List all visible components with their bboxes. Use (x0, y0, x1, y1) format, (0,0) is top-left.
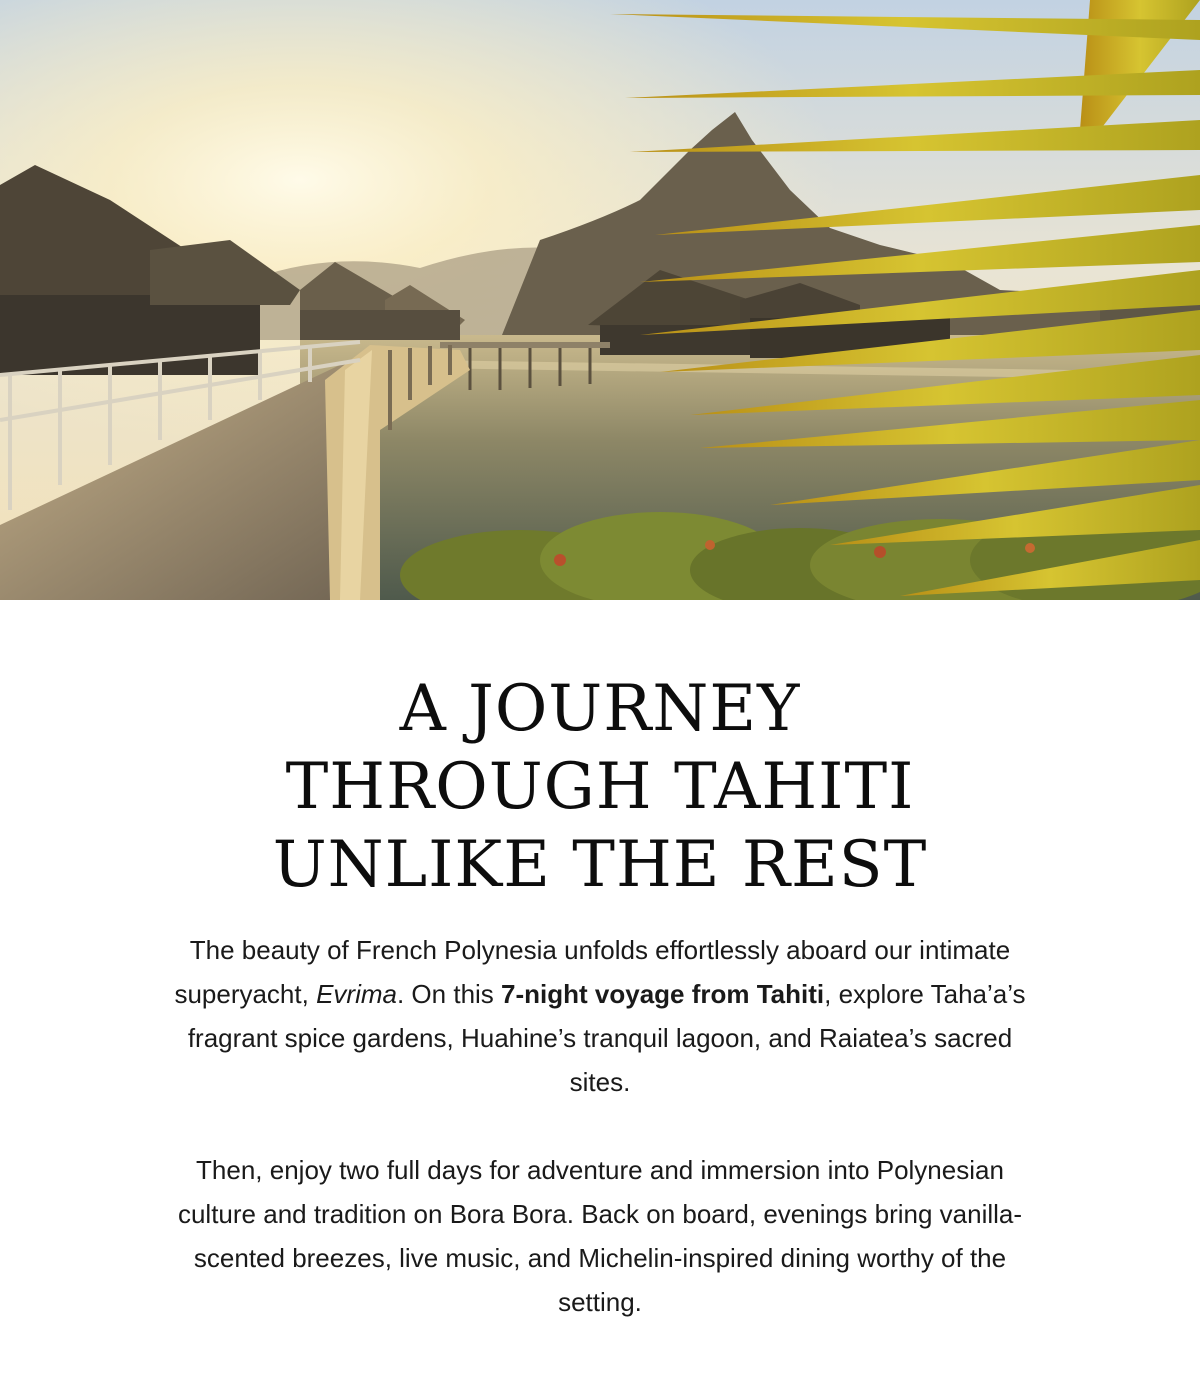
intro-text-2: . On this (396, 979, 502, 1009)
body-copy (160, 928, 1040, 1324)
headline-line-2: THROUGH TAHITI (285, 750, 915, 824)
intro-text-1: The beauty of French Polynesia unfolds effortlessly aboard our intimate superyacht, (174, 935, 1011, 1009)
intro-text-3: , explore Taha’a’s fragrant spice gardens, Huahine’s tranquil lagoon, and Raiatea’s sacred sites. (187, 979, 1026, 1097)
voyage-highlight: 7-night voyage from Tahiti (501, 979, 825, 1009)
headline-line-3: UNLIKE THE REST (272, 828, 928, 902)
distant-pier (440, 342, 610, 348)
intro-paragraph (160, 928, 1040, 1104)
headline-line-1: A JOURNEY (399, 672, 801, 746)
second-paragraph: Then, enjoy two full days for adventure and immersion into Polynesian culture and tradition on Bora Bora. Back on board, evenings bring vanilla-scented breezes, live music, and Michelin-inspired dining worthy of the setting. (177, 1155, 1023, 1317)
hero-image (0, 0, 1200, 600)
headline (0, 670, 1200, 904)
ship-name: Evrima (316, 979, 397, 1009)
hero-illustration (0, 0, 1200, 600)
